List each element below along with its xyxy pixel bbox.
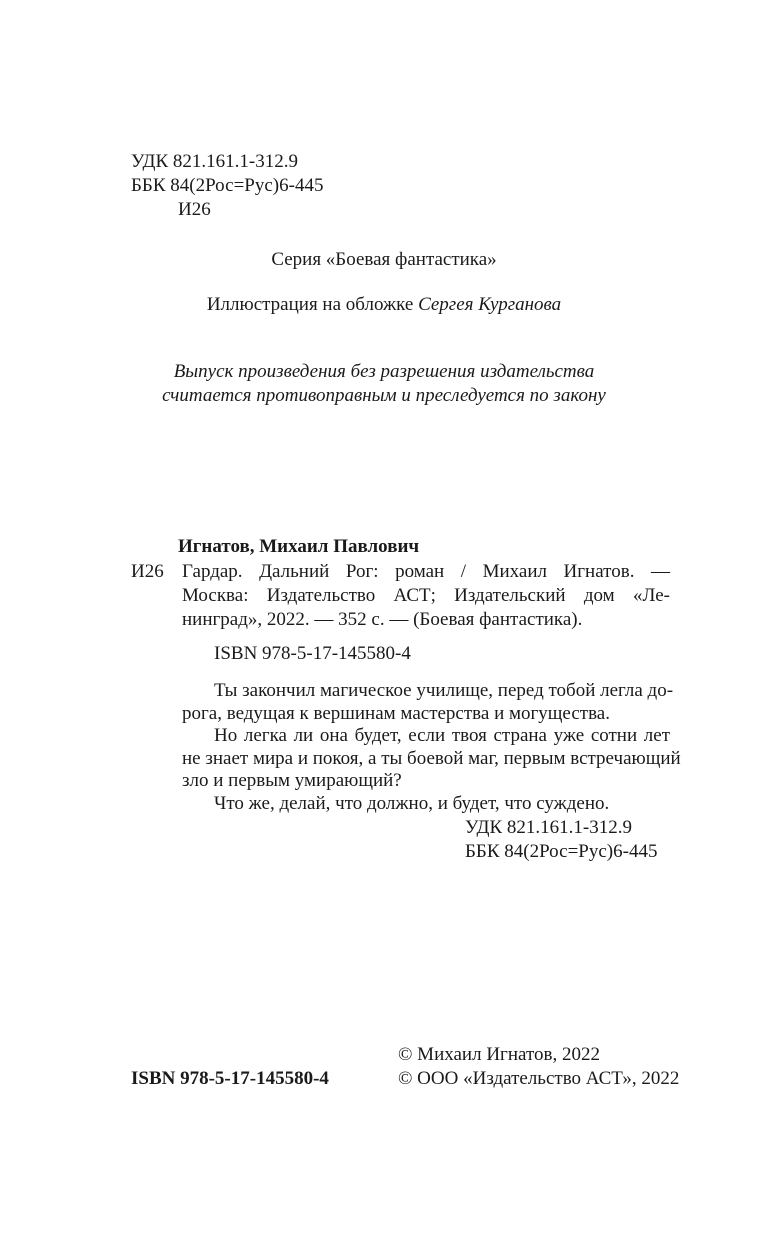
udk-top: УДК 821.161.1-312.9 <box>131 151 298 172</box>
udk-bottom: УДК 821.161.1-312.9 <box>465 817 632 838</box>
bbk-top: ББК 84(2Рос=Рус)6-445 <box>131 175 324 196</box>
annotation-p2-line-3: зло и первым умирающий? <box>182 770 402 791</box>
series-line: Серия «Боевая фантастика» <box>271 249 497 270</box>
catalog-author: Игнатов, Михаил Павлович <box>178 536 420 557</box>
warning-line-1: Выпуск произведения без разрешения издательства <box>173 361 595 382</box>
footer-isbn: ISBN 978-5-17-145580-4 <box>131 1068 329 1089</box>
catalog-desc-line-1: Гардар. Дальний Рог: роман / Михаил Игнатов. — <box>182 561 670 582</box>
annotation-p1-line-1: Ты закончил магическое училище, перед тобой легла до- <box>214 680 674 701</box>
illustration-credit <box>0 294 768 316</box>
illustration-prefix: Иллюстрация на обложке <box>206 294 414 315</box>
annotation-p2-line-2: не знает мира и покоя, а ты боевой маг, первым встречающий <box>182 747 681 769</box>
copyright-author: © Михаил Игнатов, 2022 <box>398 1044 600 1065</box>
copyright-publisher: © ООО «Издательство АСТ», 2022 <box>398 1068 680 1089</box>
illustration-artist: Сергея Курганова <box>418 294 562 315</box>
annotation-p3: Что же, делай, что должно, и будет, что суждено. <box>214 792 610 814</box>
annotation <box>182 680 681 815</box>
annotation-p1-line-2: рога, ведущая к вершинам мастерства и могущества. <box>182 702 610 724</box>
catalog-code: И26 <box>131 561 164 582</box>
catalog-isbn: ISBN 978-5-17-145580-4 <box>214 643 411 664</box>
warning-line-2: считается противоправным и преследуется по закону <box>162 385 606 406</box>
catalog-desc-line-2: Москва: Издательство АСТ; Издательский дом «Ле- <box>182 585 670 606</box>
bbk-bottom: ББК 84(2Рос=Рус)6-445 <box>465 841 658 862</box>
catalog-desc-line-3: нинград», 2022. — 352 с. — (Боевая фантастика). <box>182 609 583 630</box>
author-code-top: И26 <box>178 199 211 220</box>
annotation-p2-line-1: Но легка ли она будет, если твоя страна уже сотни лет <box>214 725 670 746</box>
